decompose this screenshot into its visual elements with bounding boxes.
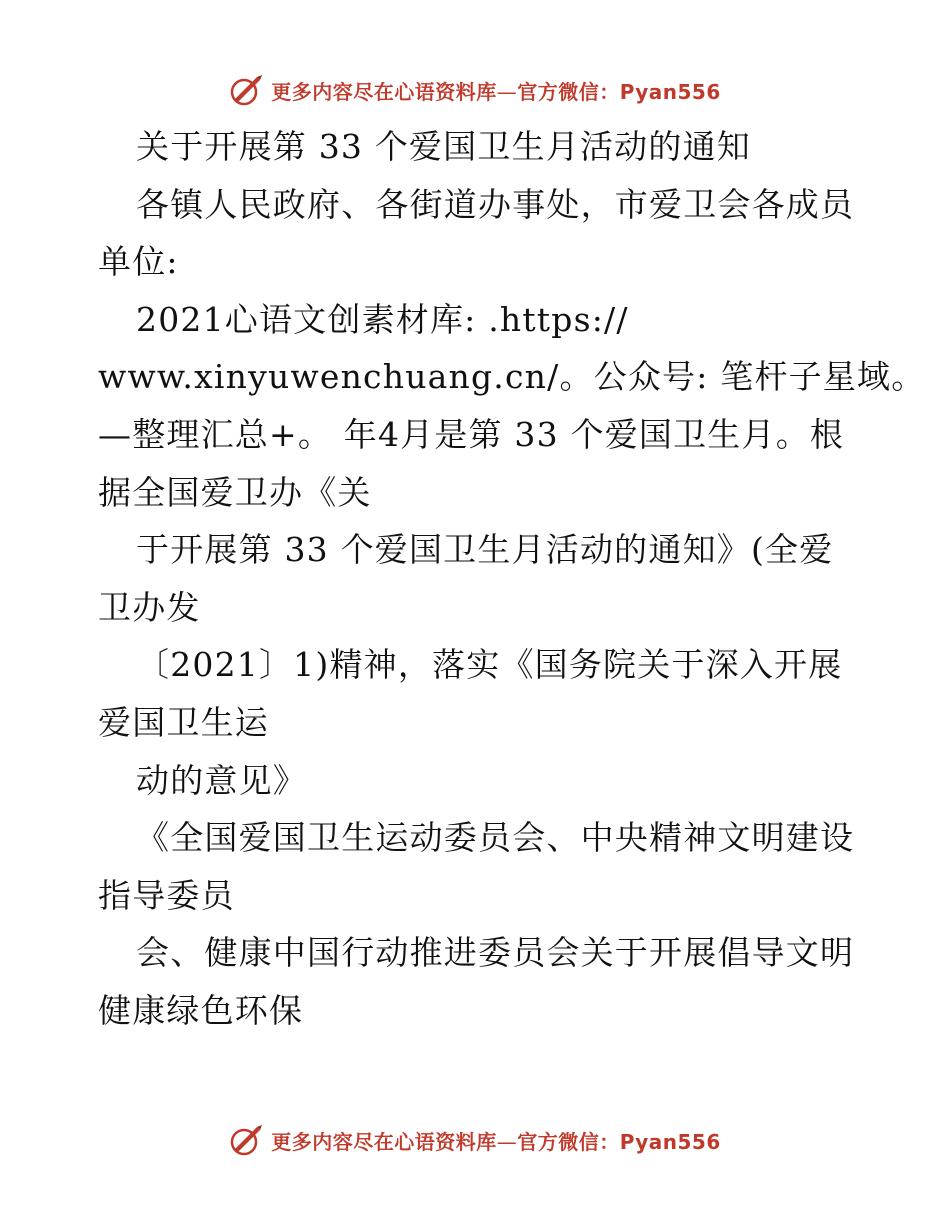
header-banner-text: 更多内容尽在心语资料库—官方微信：Pyan556 (271, 79, 721, 104)
text-line: 动的意见》 (136, 760, 307, 800)
text-line: 据全国爱卫办《关 (98, 472, 372, 512)
footer-banner (0, 1120, 950, 1160)
document-body (98, 118, 926, 1040)
text-line: 爱国卫生运 (98, 702, 269, 742)
quill-pen-logo-icon (229, 73, 263, 107)
text-line: 单位: (98, 242, 179, 282)
text-line: www.xinyuwenchuang.cn/。公众号: 笔杆子星域。 (98, 357, 926, 397)
text-line: —整理汇总+。 年4月是第 33 个爱国卫生月。根 (98, 414, 845, 454)
document-title: 关于开展第 33 个爱国卫生月活动的通知 (136, 127, 751, 166)
text-line: 指导委员 (98, 875, 235, 915)
text-line: 〔2021〕1)精神，落实《国务院关于深入开展 (136, 645, 843, 685)
quill-pen-logo-icon (229, 1123, 263, 1157)
text-line: 卫办发 (98, 587, 201, 627)
footer-banner-text: 更多内容尽在心语资料库—官方微信：Pyan556 (271, 1129, 721, 1154)
text-line: 《全国爱国卫生运动委员会、中央精神文明建设 (136, 818, 855, 858)
text-line: 会、健康中国行动推进委员会关于开展倡导文明 (136, 933, 855, 973)
text-line: 于开展第 33 个爱国卫生月活动的通知》(全爱 (136, 530, 834, 570)
text-line: 健康绿色环保 (98, 990, 304, 1030)
header-banner (0, 70, 950, 110)
text-line: 各镇人民政府、各街道办事处，市爱卫会各成员 (136, 184, 855, 224)
text-line: 2021心语文创素材库: .https:// (136, 299, 629, 339)
